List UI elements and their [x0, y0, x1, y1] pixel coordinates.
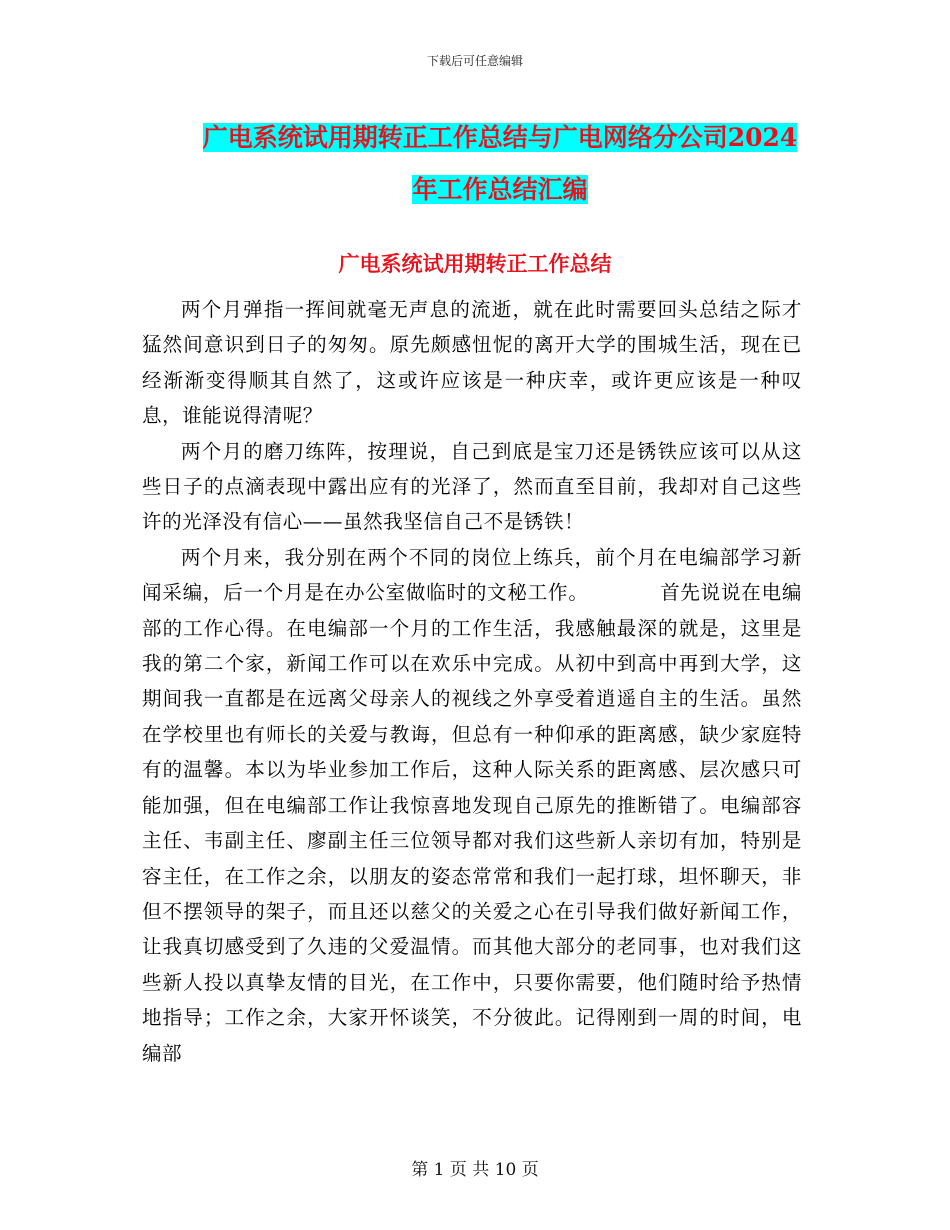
document-body	[142, 292, 802, 1071]
paragraph-2: 两个月的磨刀练阵，按理说，自己到底是宝刀还是锈铁应该可以从这些日子的点滴表现中露出应有的光泽了，然而直至目前，我却对自己这些许的光泽没有信心——虽然我坚信自己不是锈铁！	[142, 439, 802, 534]
page-number-footer: 第 1 页 共 10 页	[411, 1160, 539, 1180]
section-title: 广电系统试用期转正工作总结	[338, 251, 612, 276]
document-title-line-2: 年工作总结汇编	[412, 175, 588, 204]
paragraph-3: 两个月来，我分别在两个不同的岗位上练兵，前个月在电编部学习新闻采编，后一个月是在办公室做临时的文秘工作。 首先说说在电编部的工作心得。在电编部一个月的工作生活，我感触最深的就是，这里是我的第二个家，新闻工作可以在欢乐中完成。从初中到高中再到大学，这期间我一直都是在远离父母亲人的视线之外享受着逍遥自主的生活。虽然在学校里也有师长的关爱与教诲，但总有一种仰承的距离感，缺少家庭特有的温馨。本以为毕业参加工作后，这种人际关系的距离感、层次感只可能加强，但在电编部工作让我惊喜地发现自己原先的推断错了。电编部容主任、韦副主任、廖副主任三位领导都对我们这些新人亲切有加，特别是容主任，在工作之余，以朋友的姿态常常和我们一起打球，坦怀聊天，非但不摆领导的架子，而且还以慈父的关爱之心在引导我们做好新闻工作，让我真切感受到了久违的父爱温情。而其他大部分的老同事，也对我们这些新人投以真挚友情的目光，在工作中，只要你需要，他们随时给予热情地指导；工作之余，大家开怀谈笑，不分彼此。记得刚到一周的时间，电编部	[142, 545, 802, 1065]
paragraph-1: 两个月弹指一挥间就毫无声息的流逝，就在此时需要回头总结之际才猛然间意识到日子的匆匆。原先颇感忸怩的离开大学的围城生活，现在已经渐渐变得顺其自然了，这或许应该是一种庆幸，或许更应该是一种叹息，谁能说得清呢？	[142, 298, 802, 428]
header-note: 下载后可任意编辑	[426, 54, 523, 68]
document-title	[140, 112, 860, 216]
document-title-line-1: 广电系统试用期转正工作总结与广电网络分公司2024	[202, 123, 798, 152]
